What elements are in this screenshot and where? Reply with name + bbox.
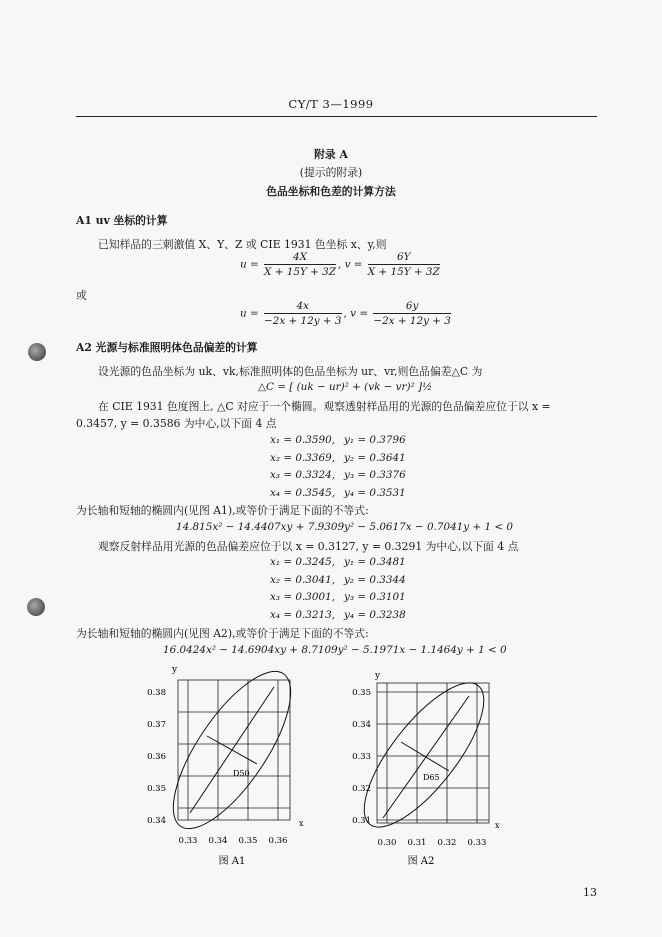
fig1-ytick: 0.34	[147, 816, 166, 826]
section-a1-heading: A1 uv 坐标的计算	[76, 214, 168, 227]
a2-para-1: 设光源的色品坐标为 uk、vk,标准照明体的色品坐标为 ur、vr,则色品偏差△C 为	[98, 365, 483, 378]
fig1-ylabel: y	[172, 665, 178, 675]
appendix-subtitle: (提示的附录)	[299, 166, 363, 179]
fig2-ytick: 0.31	[352, 816, 371, 826]
fig2-xtick: 0.31	[407, 838, 427, 848]
fig1-ytick: 0.37	[147, 720, 166, 730]
fig2-ytick: 0.34	[352, 720, 371, 730]
fig1-ellipse	[152, 660, 311, 845]
point-x-value: x₄ = 0.3213,	[270, 608, 335, 621]
punch-hole	[27, 598, 45, 616]
fig2-ylabel: y	[375, 671, 381, 681]
fig1-ytick: 0.36	[147, 752, 166, 762]
fig1-xtick: 0.33	[178, 836, 198, 846]
point-y-value: y₂ = 0.3641	[344, 451, 406, 464]
fig1-xlabel: x	[299, 819, 304, 828]
equation-uv-xyz: u = $\frac{4X}{X + 15Y + 3Z}$ , v = $\frac{6Y}{X + 15Y + 3Z}$	[240, 251, 440, 278]
punch-hole	[28, 343, 46, 361]
fig2-xtick: 0.32	[437, 838, 457, 848]
fig1-xtick: 0.35	[238, 836, 258, 846]
figure-a1	[140, 660, 325, 870]
point-x-value: x₃ = 0.3324,	[270, 469, 335, 481]
a2-para-4: 观察反射样品用光源的色品偏差应位于以 x = 0.3127, y = 0.3291 为中心,以下面 4 点	[98, 540, 519, 553]
a2-para-3: 为长轴和短轴的椭圆内(见图 A1),或等价于满足下面的不等式:	[76, 504, 369, 517]
fig1-ytick: 0.35	[147, 784, 166, 794]
appendix-heading: 色品坐标和色差的计算方法	[266, 185, 396, 198]
point-x-value: x₃ = 0.3001,	[270, 591, 335, 603]
fig1-minor-axis	[207, 736, 257, 764]
fig1-xtick: 0.36	[268, 836, 288, 846]
fig1-ytick: 0.38	[147, 688, 166, 698]
formula-delta-c: △C = [ (uk − ur)² + (vk − vr)² ]½	[258, 381, 433, 393]
point-y-value: y₄ = 0.3238	[344, 608, 406, 621]
point-y-value: y₃ = 0.3101	[344, 591, 406, 603]
page-number: 13	[583, 886, 597, 899]
point-x-value: x₂ = 0.3041,	[270, 573, 335, 586]
a2-para-5: 为长轴和短轴的椭圆内(见图 A2),或等价于满足下面的不等式:	[76, 627, 369, 640]
fig1-center-label: D50	[233, 769, 250, 778]
inequality-a1: 14.815x² − 14.4407xy + 7.9309y² − 5.0617x − 0.7041y + 1 < 0	[176, 521, 514, 533]
point-x-value: x₁ = 0.3590,	[270, 434, 335, 446]
standard-number: CY/T 3—1999	[288, 97, 374, 111]
point-y-value: y₂ = 0.3344	[344, 573, 406, 586]
header-rule	[76, 116, 597, 117]
point-x-value: x₁ = 0.3245,	[270, 556, 335, 568]
fig2-xtick: 0.33	[467, 838, 487, 848]
point-y-value: y₁ = 0.3796	[344, 434, 406, 446]
figure-a2	[335, 660, 525, 870]
point-y-value: y₄ = 0.3531	[344, 486, 406, 499]
fig2-ytick: 0.33	[352, 752, 371, 762]
fig2-xtick: 0.30	[377, 838, 397, 848]
point-x-value: x₂ = 0.3369,	[270, 451, 335, 464]
equation-uv-chromaticity: u = $\frac{4x}{-2x + 12y + 3}$ , v = $\frac{6y}{-2x + 12y + 3}$	[240, 300, 451, 327]
appendix-title: 附录 A	[314, 148, 348, 161]
fig2-caption: 图 A2	[407, 856, 435, 867]
fig2-center-label: D65	[423, 773, 440, 782]
point-y-value: y₁ = 0.3481	[344, 556, 406, 568]
fig1-xtick: 0.34	[208, 836, 228, 846]
a2-para-2-line2: 0.3457, y = 0.3586 为中心,以下面 4 点	[76, 417, 277, 430]
fig2-ytick: 0.32	[352, 784, 371, 794]
fig1-caption: 图 A1	[218, 856, 246, 867]
inequality-a2: 16.0424x² − 14.6904xy + 8.7109y² − 5.1971x − 1.1464y + 1 < 0	[163, 644, 507, 656]
fig2-ytick: 0.35	[352, 688, 371, 698]
a1-intro: 已知样品的三刺激值 X、Y、Z 或 CIE 1931 色坐标 x、y,则	[98, 238, 387, 251]
a1-or: 或	[76, 289, 87, 302]
a2-para-2-line1: 在 CIE 1931 色度图上, △C 对应于一个椭圆。观察透射样品用的光源的色品偏差应位于以 x =	[98, 400, 551, 413]
point-y-value: y₃ = 0.3376	[344, 469, 406, 481]
fig2-xlabel: x	[495, 821, 500, 830]
fig2-minor-axis	[401, 742, 449, 771]
section-a2-heading: A2 光源与标准照明体色品偏差的计算	[76, 341, 258, 354]
point-x-value: x₄ = 0.3545,	[270, 486, 335, 499]
